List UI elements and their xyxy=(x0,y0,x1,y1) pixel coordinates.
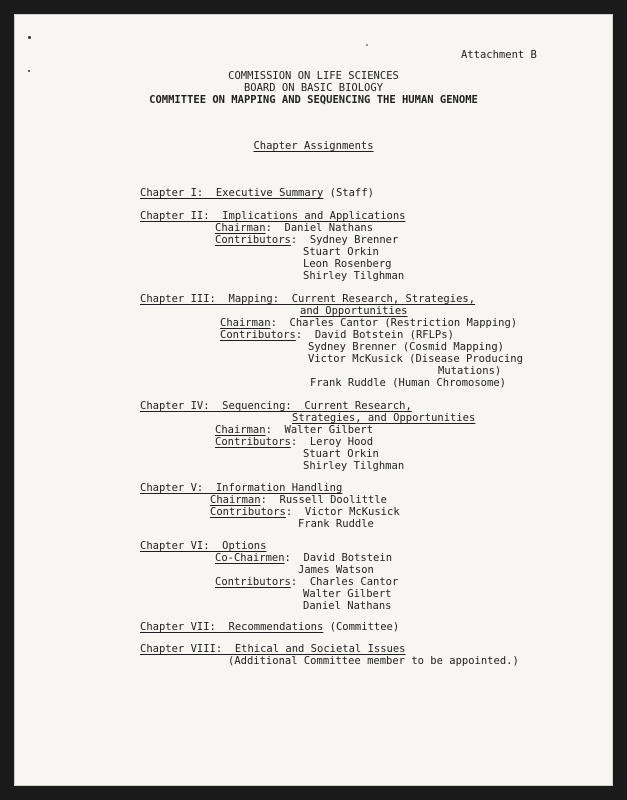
chair-name: : Russell Doolittle xyxy=(260,494,388,506)
chair-label: Chairman xyxy=(220,317,271,329)
contributor-name: Victor McKusick (Disease Producing xyxy=(308,353,523,365)
attachment-label: Attachment B xyxy=(461,49,537,61)
chair-label: Chairman xyxy=(215,424,266,436)
chair-label: Chairman xyxy=(215,222,266,234)
header-committee: COMMITTEE ON MAPPING AND SEQUENCING THE HUMAN GENOME xyxy=(149,94,478,106)
chapter-8-note: (Additional Committee member to be appointed.) xyxy=(228,655,519,667)
document-page xyxy=(14,14,613,786)
chapter-3-label: Chapter III: Mapping: Current Research, Strategies, xyxy=(140,293,476,305)
contributor-name: Sydney Brenner (Cosmid Mapping) xyxy=(308,341,504,353)
chapter-6-label: Chapter VI: Options xyxy=(140,540,267,552)
contributor-name: : David Botstein (RFLPs) xyxy=(295,329,454,341)
contributor-name: Walter Gilbert xyxy=(303,588,392,600)
co-chair-label: Co-Chairmen xyxy=(215,552,285,564)
contributor-name: : Sydney Brenner xyxy=(290,234,399,246)
contributors-label: Contributors xyxy=(215,234,291,246)
chapter-6-chair xyxy=(215,552,392,564)
contributor-name-cont: Mutations) xyxy=(438,365,502,377)
chapter-4-label: Chapter IV: Sequencing: Current Research, xyxy=(140,400,412,412)
contributor-name: : Leroy Hood xyxy=(290,436,374,448)
chair-name: James Watson xyxy=(298,564,374,576)
contributors-label: Contributors xyxy=(220,329,296,341)
contributor-name: : Victor McKusick xyxy=(285,506,400,518)
header-commission: COMMISSION ON LIFE SCIENCES xyxy=(228,70,399,82)
chapter-7-note: (Committee) xyxy=(323,621,400,633)
contributor-name: Stuart Orkin xyxy=(303,246,379,258)
chapter-1-note: (Staff) xyxy=(323,187,374,199)
chapter-5-chair xyxy=(210,494,387,506)
chapter-5-contributors xyxy=(210,506,400,518)
chapter-3-label-cont: and Opportunities xyxy=(300,305,408,317)
chair-name: : Daniel Nathans xyxy=(265,222,374,234)
chapter-4-chair xyxy=(215,424,373,436)
chapter-7-label: Chapter VII: Recommendations xyxy=(140,621,324,633)
chapter-3-contributors xyxy=(220,329,454,341)
contributors-label: Contributors xyxy=(210,506,286,518)
contributor-name: Stuart Orkin xyxy=(303,448,379,460)
chapter-2-chair xyxy=(215,222,373,234)
chapter-7-heading xyxy=(140,621,399,633)
scan-speck xyxy=(28,36,31,39)
header-board: BOARD ON BASIC BIOLOGY xyxy=(243,82,384,94)
chair-name: : Charles Cantor (Restriction Mapping) xyxy=(270,317,518,329)
contributor-name: Daniel Nathans xyxy=(303,600,392,612)
chair-label: Chairman xyxy=(210,494,261,506)
section-title: Chapter Assignments xyxy=(253,140,374,152)
scan-speck xyxy=(366,44,368,46)
chapter-3-chair xyxy=(220,317,517,329)
contributor-name: Frank Ruddle xyxy=(298,518,374,530)
chapter-2-contributors xyxy=(215,234,398,246)
contributor-name: Shirley Tilghman xyxy=(303,460,405,472)
contributors-label: Contributors xyxy=(215,436,291,448)
chapter-1-heading xyxy=(140,187,374,199)
chair-name: : David Botstein xyxy=(284,552,393,564)
chapter-1-label: Chapter I: Executive Summary xyxy=(140,187,324,199)
chapter-8-label: Chapter VIII: Ethical and Societal Issues xyxy=(140,643,406,655)
contributor-name: : Charles Cantor xyxy=(290,576,399,588)
contributor-name: Shirley Tilghman xyxy=(303,270,405,282)
chapter-6-contributors xyxy=(215,576,398,588)
chapter-5-label: Chapter V: Information Handling xyxy=(140,482,343,494)
scan-speck xyxy=(28,70,30,72)
contributor-name: Leon Rosenberg xyxy=(303,258,392,270)
chapter-4-contributors xyxy=(215,436,373,448)
chapter-4-label-cont: Strategies, and Opportunities xyxy=(292,412,476,424)
chair-name: : Walter Gilbert xyxy=(265,424,374,436)
contributors-label: Contributors xyxy=(215,576,291,588)
contributor-name: Frank Ruddle (Human Chromosome) xyxy=(310,377,506,389)
chapter-2-label: Chapter II: Implications and Applications xyxy=(140,210,406,222)
